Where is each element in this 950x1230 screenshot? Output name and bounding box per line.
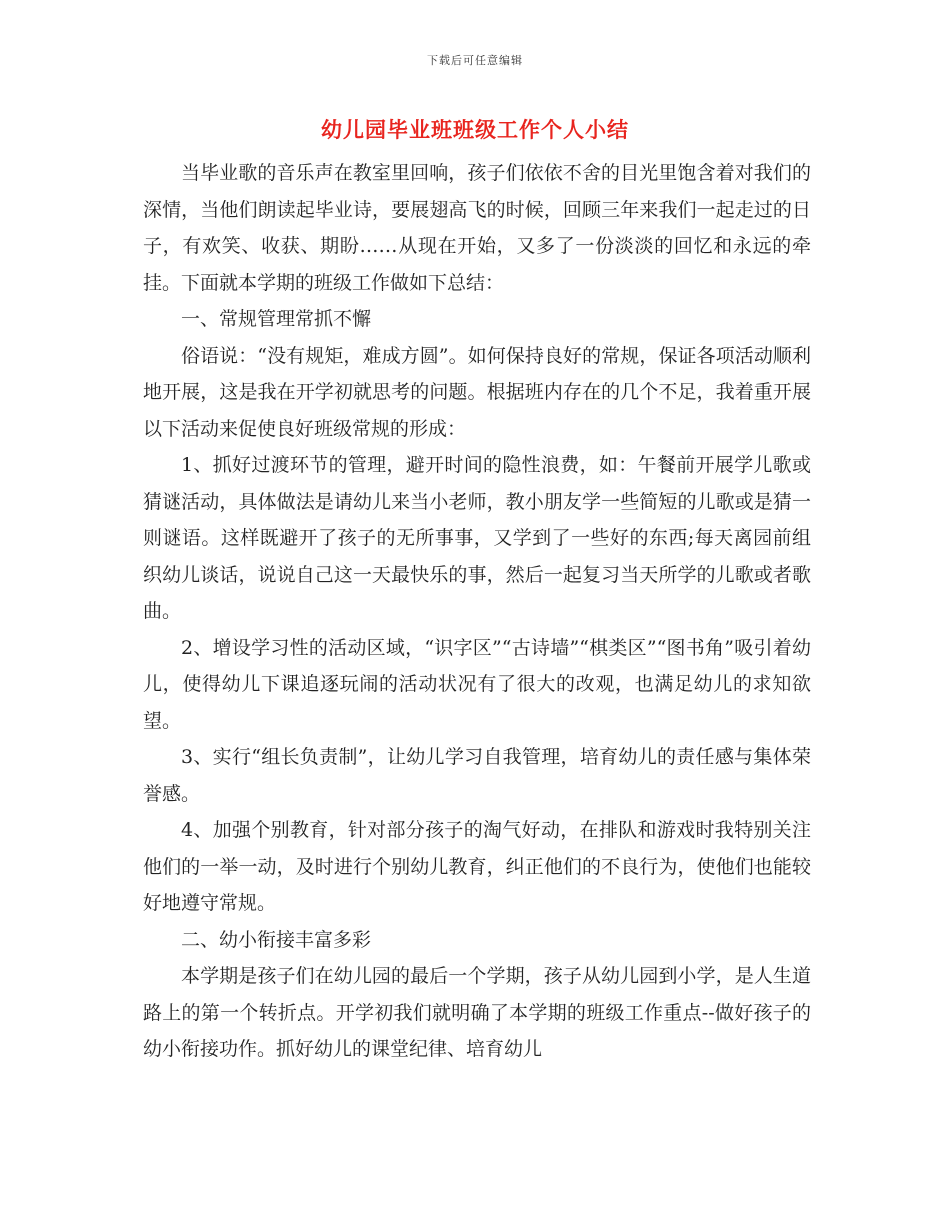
document-title: 幼儿园毕业班班级工作个人小结 [321, 117, 629, 142]
header-note: 下载后可任意编辑 [427, 54, 523, 67]
paragraph-item-1: 1、抓好过渡环节的管理，避开时间的隐性浪费，如：午餐前开展学儿歌或猜谜活动，具体做法是请幼儿来当小老师，教小朋友学一些简短的儿歌或是猜一则谜语。这样既避开了孩子的无所事事，又学到了一些好的东西;每天离园前组织幼儿谈话，说说自己这一天最快乐的事，然后一起复习当天所学的儿歌或者歌曲。 [143, 454, 811, 622]
paragraph-item-4: 4、加强个别教育，针对部分孩子的淘气好动，在排队和游戏时我特别关注他们的一举一动，及时进行个别幼儿教育，纠正他们的不良行为，使他们也能较好地遵守常规。 [143, 819, 811, 914]
paragraph-intro: 当毕业歌的音乐声在教室里回响，孩子们依依不舍的目光里饱含着对我们的深情，当他们朗读起毕业诗，要展翅高飞的时候，回顾三年来我们一起走过的日子，有欢笑、收获、期盼……从现在开始，又多了一份淡淡的回忆和永远的牵挂。下面就本学期的班级工作做如下总结： [143, 162, 811, 294]
paragraph-transition: 本学期是孩子们在幼儿园的最后一个学期，孩子从幼儿园到小学，是人生道路上的第一个转折点。开学初我们就明确了本学期的班级工作重点--做好孩子的幼小衔接功作。抓好幼儿的课堂纪律、培育幼儿 [143, 965, 811, 1060]
paragraph-routine: 俗语说：“没有规矩，难成方圆”。如何保持良好的常规，保证各项活动顺利地开展，这是我在开学初就思考的问题。根据班内存在的几个不足，我着重开展以下活动来促使良好班级常规的形成： [143, 344, 811, 440]
section-heading-routine: 一、常规管理常抓不懈 [181, 308, 372, 330]
section-heading-transition: 二、幼小衔接丰富多彩 [181, 928, 372, 951]
document-body [143, 155, 811, 1068]
paragraph-item-3: 3、实行“组长负责制”，让幼儿学习自我管理，培育幼儿的责任感与集体荣誉感。 [143, 746, 811, 805]
paragraph-item-2: 2、增设学习性的活动区域，“识字区”“古诗墙”“棋类区”“图书角”吸引着幼儿，使得幼儿下课追逐玩闹的活动状况有了很大的改观，也满足幼儿的求知欲望。 [143, 636, 811, 732]
